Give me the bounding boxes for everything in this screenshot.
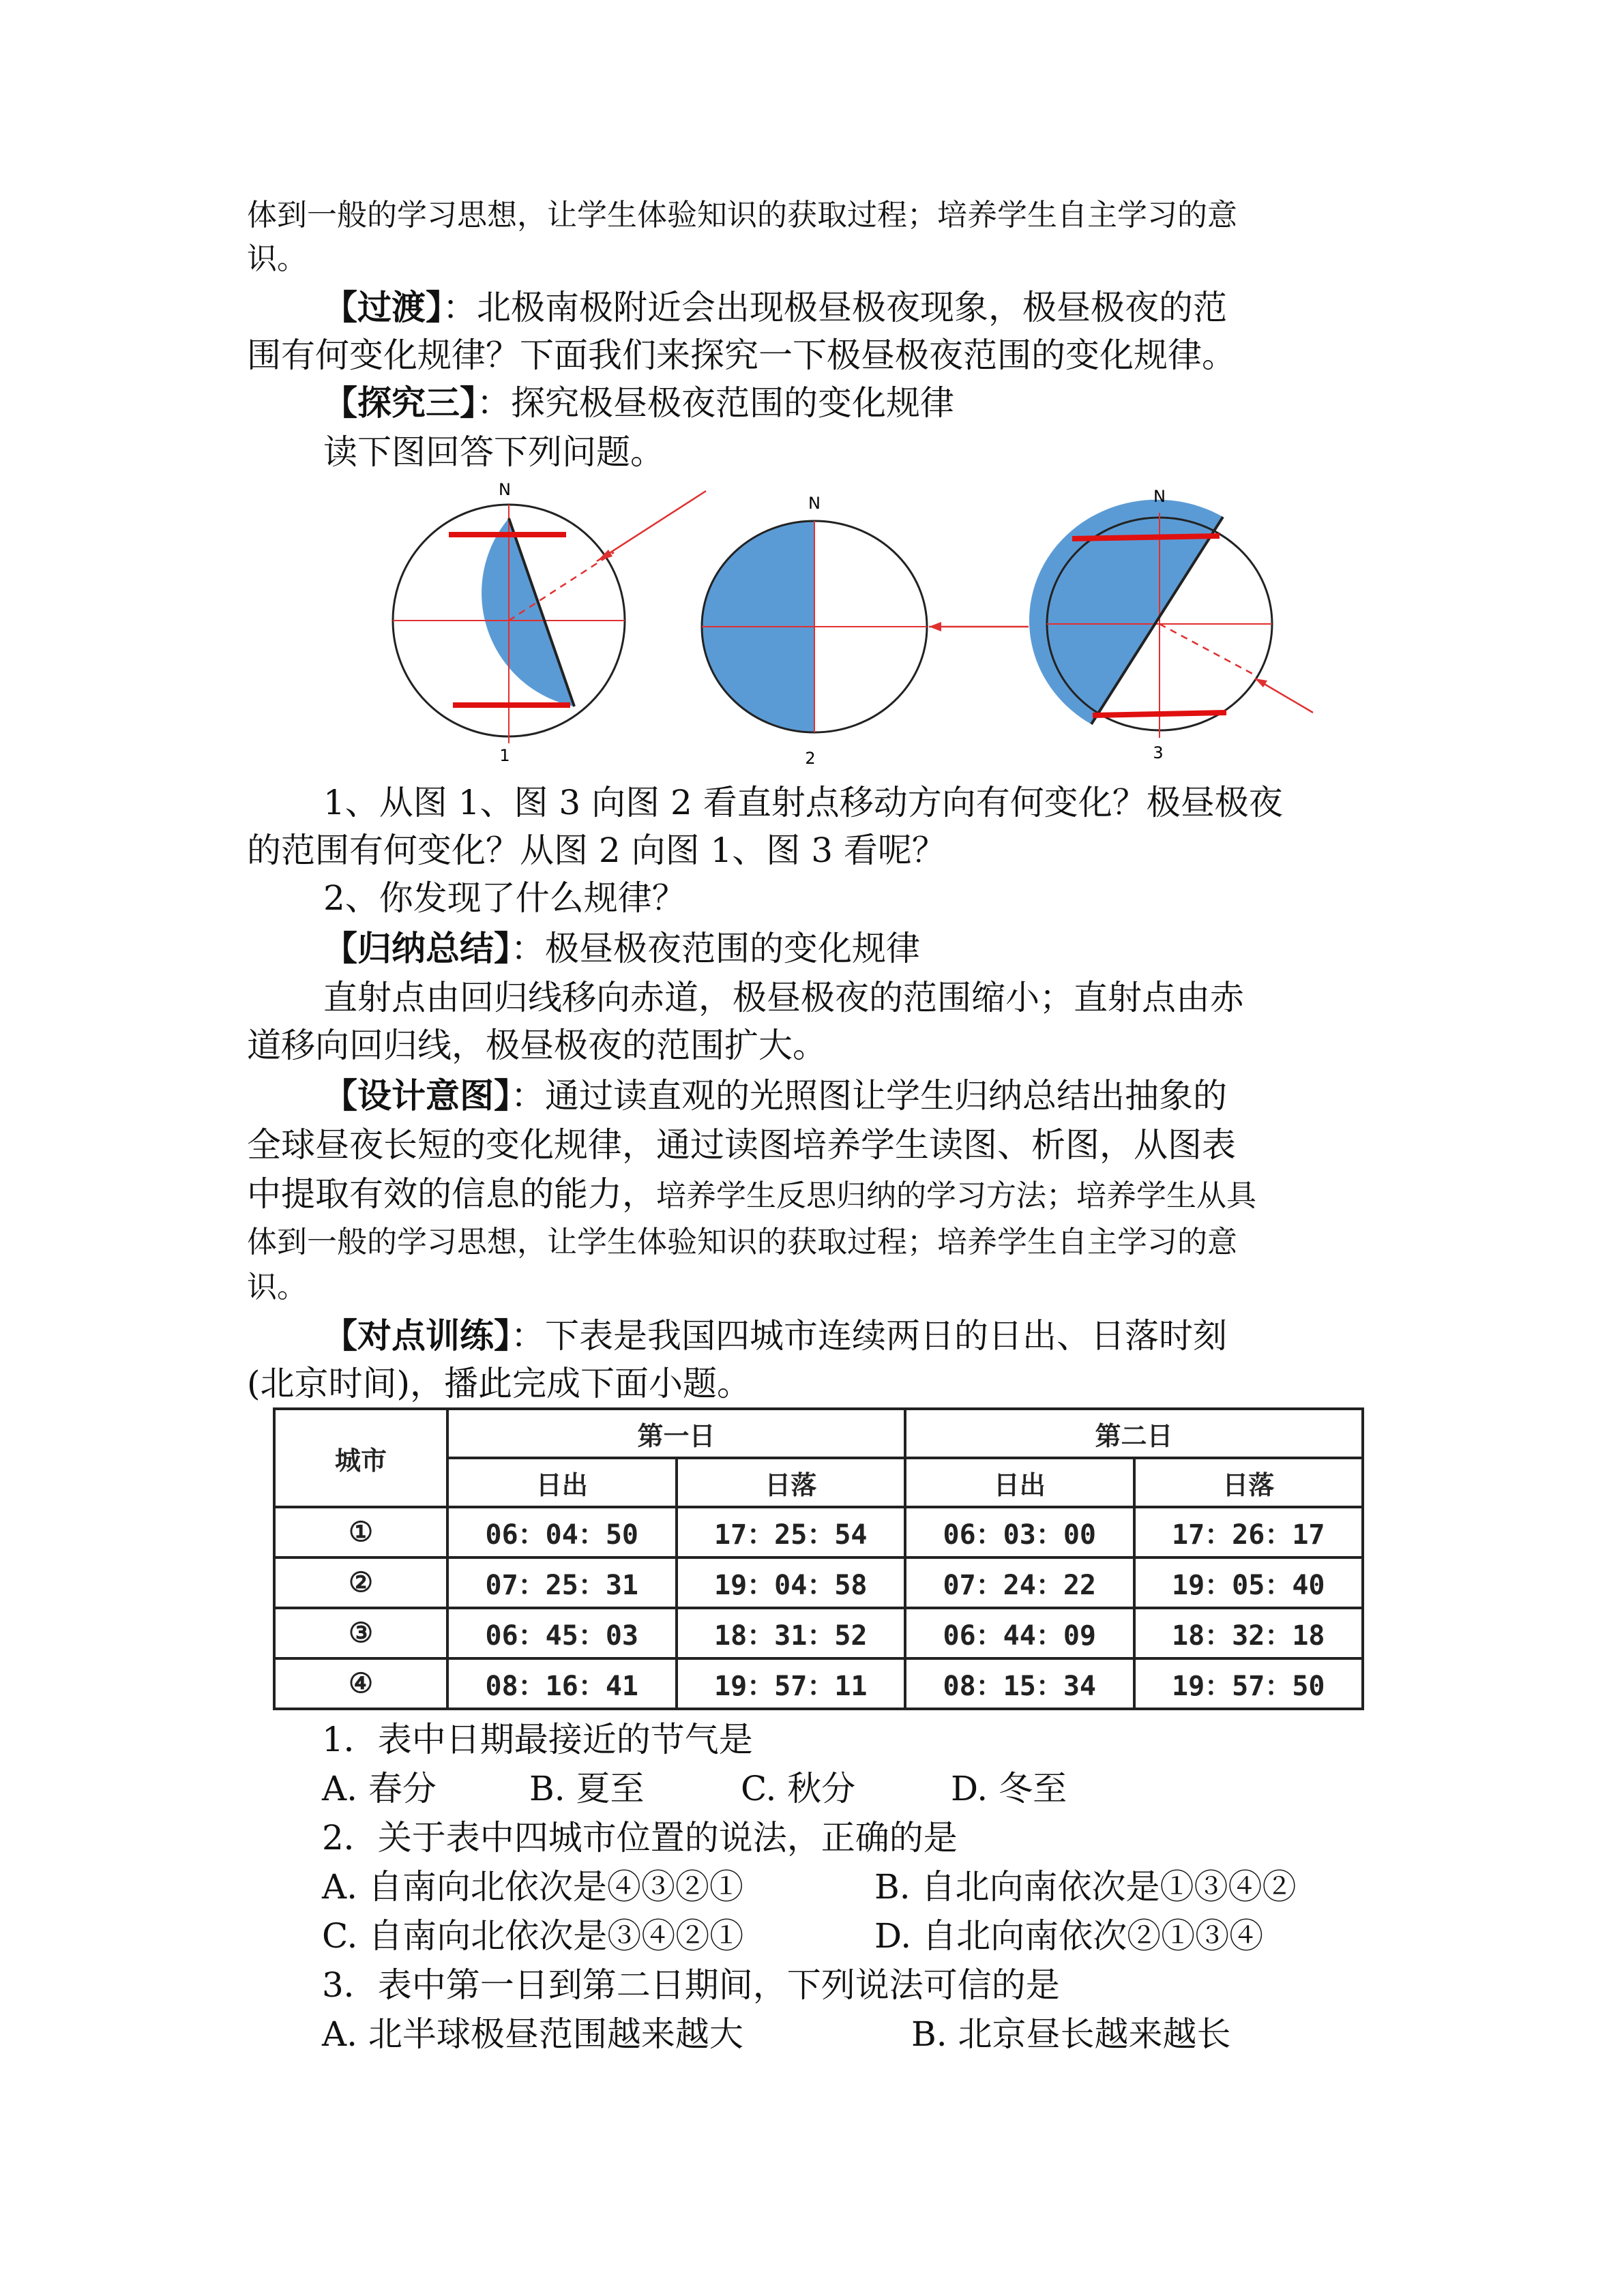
table-header-sunrise: 日出 [447,1458,677,1507]
design-text: ：通过读直观的光照图让学生归纳总结出抽象的 [511,1076,1227,1116]
table-row [274,1608,1363,1658]
training-text: ：下表是我国四城市连续两日的日出、日落时刻 [511,1316,1227,1356]
transition-text: ：北极南极附近会出现极昼极夜现象，极昼极夜的范 [443,288,1227,327]
transition-tag: 【过渡】 [323,288,443,327]
quiz-question-1: 1．表中日期最接近的节气是 [322,1720,753,1759]
training-tag: 【对点训练】 [323,1316,511,1356]
table-header-day1: 第一日 [447,1409,905,1458]
table-cell: 19：05：40 [1134,1557,1363,1608]
table-cell: 06：44：09 [905,1608,1134,1658]
north-label: N [1153,487,1166,506]
figure-label-2: 2 [805,749,816,768]
table-header-day2: 第二日 [905,1409,1363,1458]
table-cell: 17：26：17 [1134,1507,1363,1557]
quiz-option: D. 冬至 [951,1769,1067,1808]
paragraph-line: 体到一般的学习思想，让学生体验知识的获取过程；培养学生自主学习的意 [247,1225,1237,1259]
paragraph-line: 围有何变化规律？下面我们来探究一下极昼极夜范围的变化规律。 [247,336,1236,375]
design-heading [247,1072,1365,1120]
question-line: 2、你发现了什么规律？ [323,878,686,918]
table-cell: ② [274,1557,447,1608]
table-header-sunrise: 日出 [905,1458,1134,1507]
table-cell: 07：25：31 [447,1557,677,1608]
table-cell: 08：16：41 [447,1658,677,1709]
table-cell: 17：25：54 [677,1507,906,1557]
night-area-3 [1029,500,1223,724]
paragraph-line: 识。 [247,1270,307,1304]
table-cell: 08：15：34 [905,1658,1134,1709]
figure-label-3: 3 [1153,743,1164,762]
table-cell: 19：57：11 [677,1658,906,1709]
paragraph-line: 体到一般的学习思想，让学生体验知识的获取过程；培养学生自主学习的意 [247,198,1237,233]
inquiry-text: ：探究极昼极夜范围的变化规律 [477,383,954,423]
quiz-option: B. 夏至 [529,1769,645,1808]
table-cell: ① [274,1507,447,1557]
night-area-1 [482,518,574,706]
sun-times-table [273,1407,1364,1710]
paragraph-segment: 中提取有效的信息的能力， [247,1174,656,1214]
quiz-question-3: 3．表中第一日到第二日期间，下列说法可信的是 [322,1965,1060,2005]
table-cell: 07：24：22 [905,1557,1134,1608]
inquiry-tag: 【探究三】 [323,383,477,423]
tropic-line-3a [1072,536,1220,539]
table-cell: 06：45：03 [447,1608,677,1658]
table-cell: 06：04：50 [447,1507,677,1557]
quiz-option: C. 自南向北依次是③④②① [322,1916,744,1956]
north-label: N [499,480,511,499]
quiz-option: B. 自北向南依次是①③④② [874,1867,1297,1907]
training-heading [247,1312,1365,1360]
figure-label-1: 1 [499,746,510,765]
inquiry-heading [247,379,1365,427]
illumination-figure [368,471,1337,771]
paragraph-line: (北京时间)，播此完成下面小题。 [247,1364,752,1403]
quiz-question-2: 2．关于表中四城市位置的说法，正确的是 [322,1818,958,1858]
globe-2 [702,494,1029,768]
table-cell: 18：32：18 [1134,1608,1363,1658]
tropic-line-3b [1093,713,1226,715]
table-cell: 19：04：58 [677,1557,906,1608]
paragraph-line: 读下图回答下列问题。 [323,432,664,472]
table-header-sunset: 日落 [1134,1458,1363,1507]
question-line: 的范围有何变化？从图 2 向图 1、图 3 看呢？ [247,831,946,870]
quiz-option: C. 秋分 [741,1769,856,1808]
sun-ray-1 [597,491,706,561]
table-cell: 06：03：00 [905,1507,1134,1557]
summary-heading [247,925,1365,972]
paragraph-line: 全球昼夜长短的变化规律，通过读图培养学生读图、析图，从图表 [247,1125,1236,1165]
table-cell: ③ [274,1608,447,1658]
table-header-city: 城市 [274,1409,447,1507]
quiz-option: B. 北京昼长越来越长 [911,2014,1231,2054]
summary-tag: 【归纳总结】 [323,929,511,968]
quiz-option: A. 春分 [322,1769,437,1808]
table-header-sunset: 日落 [677,1458,906,1507]
question-line: 1、从图 1、图 3 向图 2 看直射点移动方向有何变化？极昼极夜 [323,783,1283,822]
globe-3 [1029,487,1313,762]
table-row [274,1658,1363,1709]
table-row [274,1507,1363,1557]
summary-text: ：极昼极夜范围的变化规律 [511,929,920,968]
table-cell: ④ [274,1658,447,1709]
north-label: N [808,494,821,513]
paragraph-line: 识。 [247,241,307,276]
paragraph-line: 直射点由回归线移向赤道，极昼极夜的范围缩小；直射点由赤 [323,978,1244,1017]
design-tag: 【设计意图】 [323,1076,511,1116]
transition-paragraph [247,284,1365,331]
quiz-option: D. 自北向南依次②①③④ [874,1916,1264,1956]
globe-1 [393,480,706,765]
table-row [274,1557,1363,1608]
quiz-option: A. 北半球极昼范围越来越大 [322,2014,743,2054]
paragraph-segment: 培养学生反思归纳的学习方法；培养学生从具 [656,1178,1256,1213]
table-cell: 18：31：52 [677,1608,906,1658]
paragraph-line: 道移向回归线，极昼极夜的范围扩大。 [247,1026,827,1065]
table-cell: 19：57：50 [1134,1658,1363,1709]
paragraph-line [247,1170,1365,1218]
quiz-option: A. 自南向北依次是④③②① [322,1867,743,1907]
